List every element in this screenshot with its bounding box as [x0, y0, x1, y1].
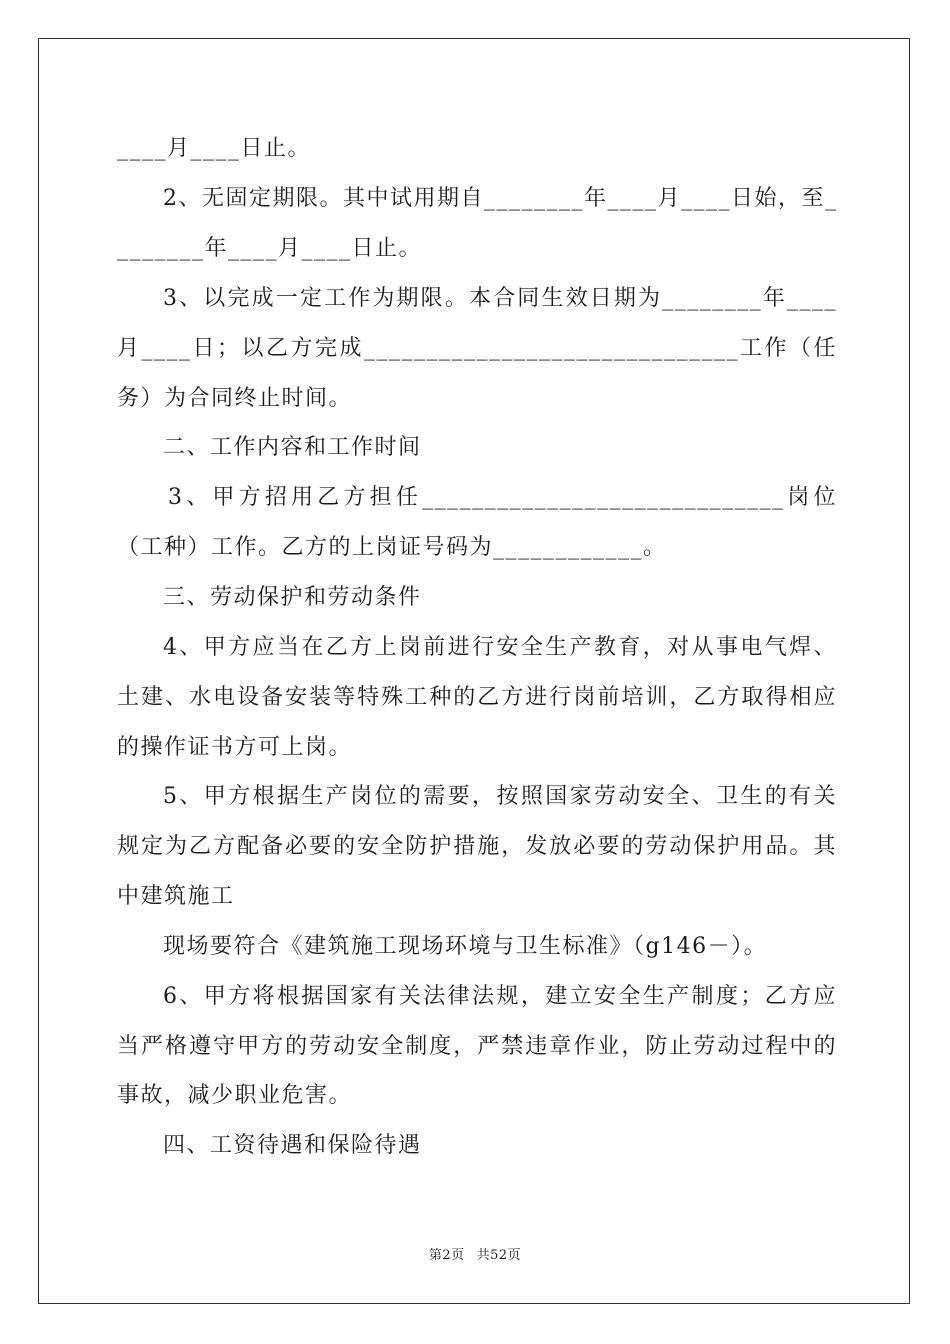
- page-footer: [0, 1247, 950, 1265]
- text-line: ____月____日止。: [117, 136, 312, 161]
- total-pages: 共52页: [476, 1248, 522, 1263]
- text-line: _______年____月____日止。: [117, 236, 423, 261]
- text-line: 2、无固定期限。其中试用期自________年____月____日始，至_: [163, 186, 838, 211]
- text-line: 3、甲方招用乙方担任_____________________________岗位: [168, 485, 837, 510]
- text-line: 5、甲方根据生产岗位的需要，按照国家劳动安全、卫生的有关: [163, 784, 837, 809]
- text-line: 土建、水电设备安装等特殊工种的乙方进行岗前培训，乙方取得相应: [117, 685, 837, 710]
- text-line: 的操作证书方可上岗。: [117, 735, 353, 760]
- text-line: （工种）工作。乙方的上岗证号码为____________。: [117, 535, 667, 560]
- page-number: 第2页: [428, 1248, 465, 1263]
- text-line: 务）为合同终止时间。: [117, 386, 353, 411]
- text-line: 中建筑施工: [117, 884, 235, 909]
- section-heading: 四、工资待遇和保险待遇: [163, 1133, 422, 1158]
- text-line: 当严格遵守甲方的劳动安全制度，严禁违章作业，防止劳动过程中的: [117, 1034, 837, 1059]
- section-heading: 三、劳动保护和劳动条件: [163, 585, 422, 610]
- text-line: 3、以完成一定工作为期限。本合同生效日期为________年____: [163, 286, 837, 311]
- text-line: 6、甲方将根据国家有关法律法规，建立安全生产制度；乙方应: [163, 984, 837, 1009]
- text-line: 规定为乙方配备必要的安全防护措施，发放必要的劳动保护用品。其: [117, 834, 837, 859]
- text-line: 月____日；以乙方完成______________________________工作（任: [117, 336, 837, 361]
- text-line: 4、甲方应当在乙方上岗前进行安全生产教育，对从事电气焊、: [163, 635, 837, 660]
- text-line: 现场要符合《建筑施工现场环境与卫生标准》（g146－）。: [163, 934, 768, 959]
- page-border: [38, 38, 910, 1304]
- text-line: 事故，减少职业危害。: [117, 1083, 353, 1108]
- section-heading: 二、工作内容和工作时间: [163, 435, 422, 460]
